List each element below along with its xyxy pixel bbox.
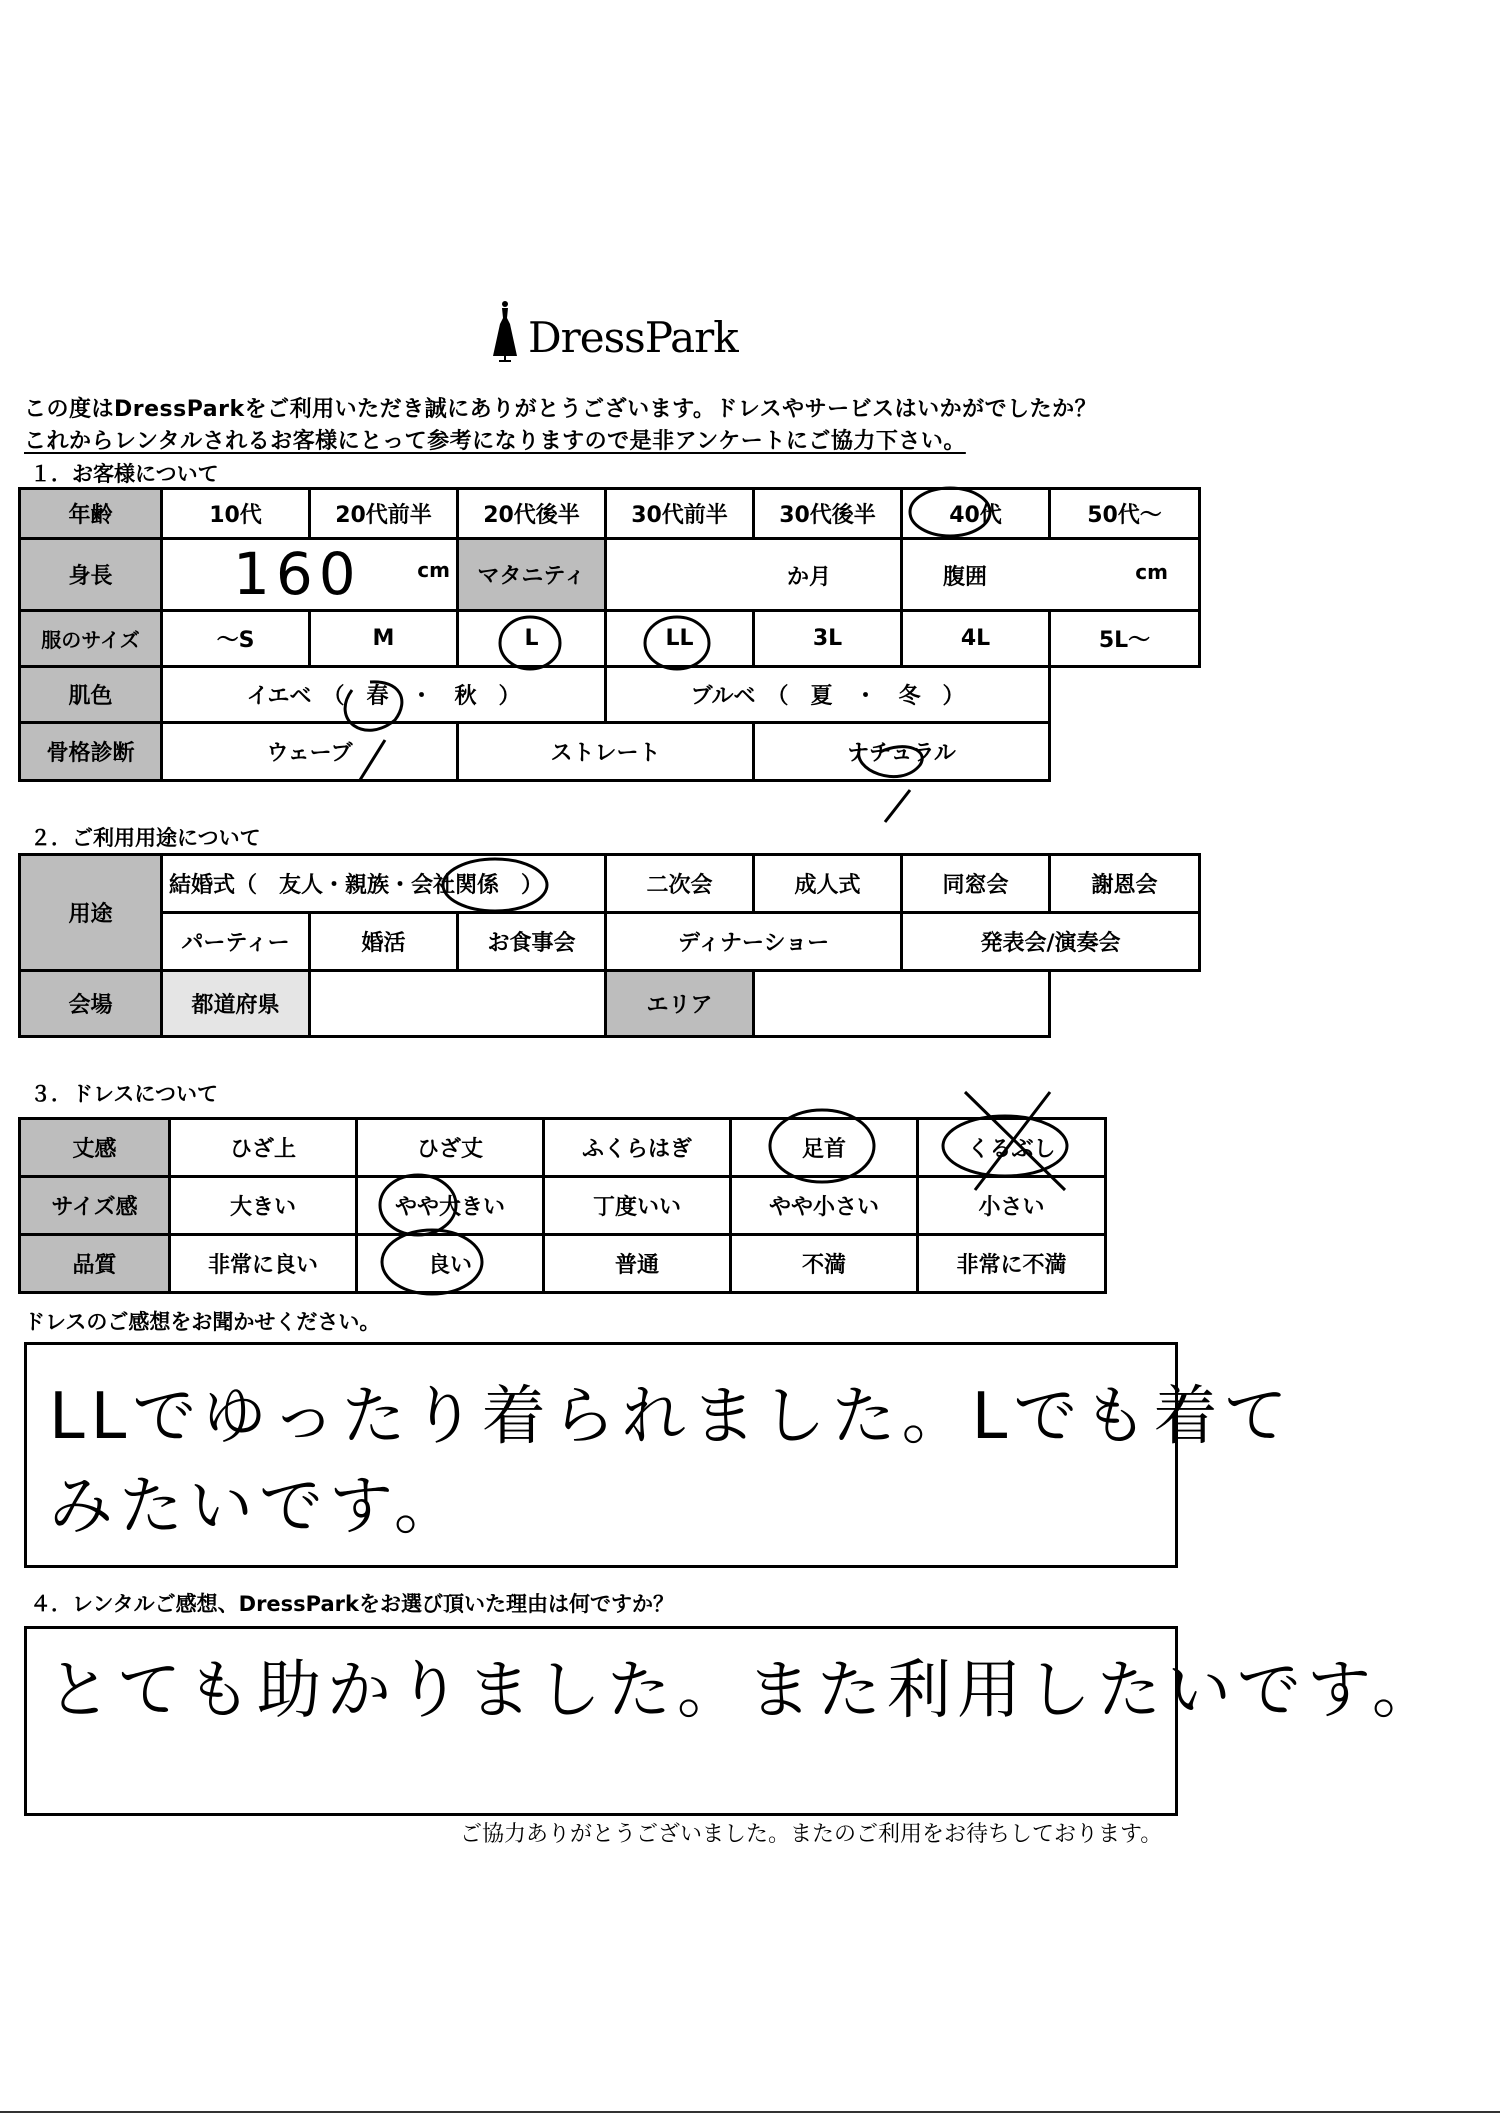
length-option-crossed[interactable]: くるぶし [918,1119,1106,1177]
frame-option-selected[interactable]: ナチュラル [754,723,1050,781]
skin-yellow-option[interactable]: イエベ （ 春 ・ 秋 ） [162,667,606,723]
maternity-label: マタニティ [458,539,606,611]
purpose-option[interactable]: 謝恩会 [1050,855,1200,913]
purpose-option[interactable]: パーティー [162,913,310,971]
age-option[interactable]: 30代前半 [606,489,754,539]
purpose-option[interactable]: 成人式 [754,855,902,913]
fit-option[interactable]: 大きい [170,1177,357,1235]
purpose-option[interactable]: ディナーショー [606,913,902,971]
customer-table [18,487,1201,782]
area-label: エリア [606,971,754,1037]
section-1-heading: １．お客様について [30,462,219,486]
age-option[interactable]: 50代～ [1050,489,1200,539]
quality-option[interactable]: 普通 [544,1235,731,1293]
dress-table [18,1117,1107,1294]
section-3-heading: ３．ドレスについて [30,1082,218,1106]
size-option[interactable]: 5L～ [1050,611,1200,667]
length-option[interactable]: ひざ丈 [357,1119,544,1177]
intro-line-2: これからレンタルされるお客様にとって参考になりますので是非アンケートにご協力下さい。 [24,429,966,454]
fit-option-selected[interactable]: やや大きい [357,1177,544,1235]
intro-line-1: この度はDressParkをご利用いただき誠にありがとうございます。ドレスやサービスはいかがでしたか？ [24,397,1098,422]
dress-comment-box[interactable] [24,1342,1294,1568]
page-bottom-line [0,2111,1500,2113]
section-2-heading: ２．ご利用用途について [30,826,261,850]
age-option[interactable]: 20代後半 [458,489,606,539]
venue-label: 会場 [20,971,162,1037]
size-option[interactable]: M [310,611,458,667]
purpose-option[interactable]: 二次会 [606,855,754,913]
size-option[interactable]: 4L [902,611,1050,667]
size-option-selected[interactable]: LL [606,611,754,667]
rental-reason-box[interactable] [24,1626,1442,1816]
size-option-selected[interactable]: L [458,611,606,667]
fit-option[interactable]: 小さい [918,1177,1106,1235]
dress-comment-prompt: ドレスのご感想をお聞かせください。 [24,1310,381,1334]
waist-field[interactable] [902,539,1200,611]
skin-label: 肌色 [20,667,162,723]
skin-blue-option[interactable]: ブルベ （ 夏 ・ 冬 ） [606,667,1050,723]
height-row [20,539,1200,611]
prefecture-label: 都道府県 [162,971,310,1037]
dress-comment-line-2: みたいです。 [49,1470,464,1544]
fit-option[interactable]: 丁度いい [544,1177,731,1235]
age-option-selected[interactable]: 40代 [902,489,1050,539]
purpose-wedding-option[interactable]: 結婚式（ 友人・親族・会社関係 ） [162,855,606,913]
frame-label: 骨格診断 [20,723,162,781]
size-row [20,611,1200,667]
prefecture-field[interactable] [310,971,606,1037]
height-value: 160 [233,540,362,608]
closing-message: ご協力ありがとうございました。またのご利用をお待ちしております。 [460,1822,1163,1847]
frame-option[interactable]: ウェーブ [162,723,458,781]
age-row [20,489,1200,539]
length-option[interactable]: ひざ上 [170,1119,357,1177]
fit-label: サイズ感 [20,1177,170,1235]
purpose-table [18,853,1201,1038]
height-label: 身長 [20,539,162,611]
area-field[interactable] [754,971,1050,1037]
rental-reason-answer: とても助かりました。また利用したいです。 [47,1654,1442,1728]
dress-comment-line-1: LLでゆったり着られました。Lでも着て [49,1380,1294,1454]
quality-option-selected[interactable]: 良い [357,1235,544,1293]
waist-label: 腹囲 [943,565,988,590]
frame-option[interactable]: ストレート [458,723,754,781]
maternity-months-unit: か月 [787,565,832,590]
quality-option[interactable]: 非常に良い [170,1235,357,1293]
quality-label: 品質 [20,1235,170,1293]
quality-option[interactable]: 非常に不満 [918,1235,1106,1293]
skin-row [20,667,1200,723]
size-option[interactable]: 3L [754,611,902,667]
dress-icon [490,300,520,362]
length-option[interactable]: ふくらはぎ [544,1119,731,1177]
age-label: 年齢 [20,489,162,539]
brand-name: DressPark [528,313,738,362]
length-option-selected[interactable]: 足首 [731,1119,918,1177]
length-label: 丈感 [20,1119,170,1177]
purpose-option[interactable]: 発表会/演奏会 [902,913,1200,971]
quality-option[interactable]: 不満 [731,1235,918,1293]
maternity-field[interactable] [606,539,902,611]
age-option[interactable]: 10代 [162,489,310,539]
purpose-option[interactable]: お食事会 [458,913,606,971]
purpose-option[interactable]: 同窓会 [902,855,1050,913]
age-option[interactable]: 20代前半 [310,489,458,539]
age-option[interactable]: 30代後半 [754,489,902,539]
size-option[interactable]: ～S [162,611,310,667]
purpose-option[interactable]: 婚活 [310,913,458,971]
size-label: 服のサイズ [20,611,162,667]
height-field[interactable] [162,539,458,611]
brand-logo [490,300,738,362]
height-unit: cm [417,558,450,582]
purpose-label: 用途 [20,855,162,971]
section-4-heading: ４．レンタルご感想、DressParkをお選び頂いた理由は何ですか？ [30,1592,674,1616]
frame-row [20,723,1200,781]
waist-unit: cm [1135,560,1168,584]
fit-option[interactable]: やや小さい [731,1177,918,1235]
